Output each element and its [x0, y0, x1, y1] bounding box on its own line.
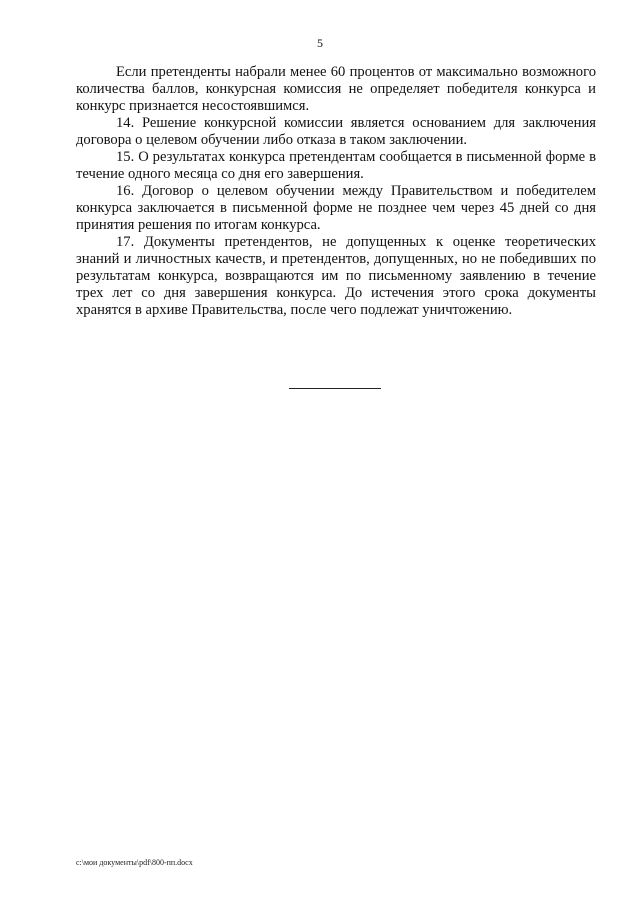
paragraph-14: 14. Решение конкурсной комиссии является основанием для заключения договора о целевом обучении либо отказа в таком заключении.	[76, 115, 596, 148]
end-of-document-rule	[289, 388, 381, 389]
paragraph-15: 15. О результатах конкурса претендентам сообщается в письменной форме в течение одного месяца со дня его завершения.	[76, 149, 596, 182]
footer-file-path: c:\мои документы\pdf\800-пп.docx	[76, 858, 193, 867]
document-body	[76, 64, 596, 319]
paragraph-17: 17. Документы претендентов, не допущенных к оценке теоретических знаний и личностных качеств, и претендентов, допущенных, но не победивших по результатам конкурса, возвращаются им по письменному заявлению в течение трех лет со дня завершения конкурса. До истечения этого срока документы хранятся в архиве Правительства, после чего подлежат уничтожению.	[76, 234, 596, 318]
paragraph-16: 16. Договор о целевом обучении между Правительством и победителем конкурса заключается в письменной форме не позднее чем через 45 дней со дня принятия решения по итогам конкурса.	[76, 183, 596, 233]
page-number: 5	[317, 36, 323, 50]
paragraph-conclusion-threshold: Если претенденты набрали менее 60 процентов от максимально возможного количества баллов, конкурсная комиссия не определяет победителя конкурса и конкурс признается несостоявшимся.	[76, 64, 596, 114]
